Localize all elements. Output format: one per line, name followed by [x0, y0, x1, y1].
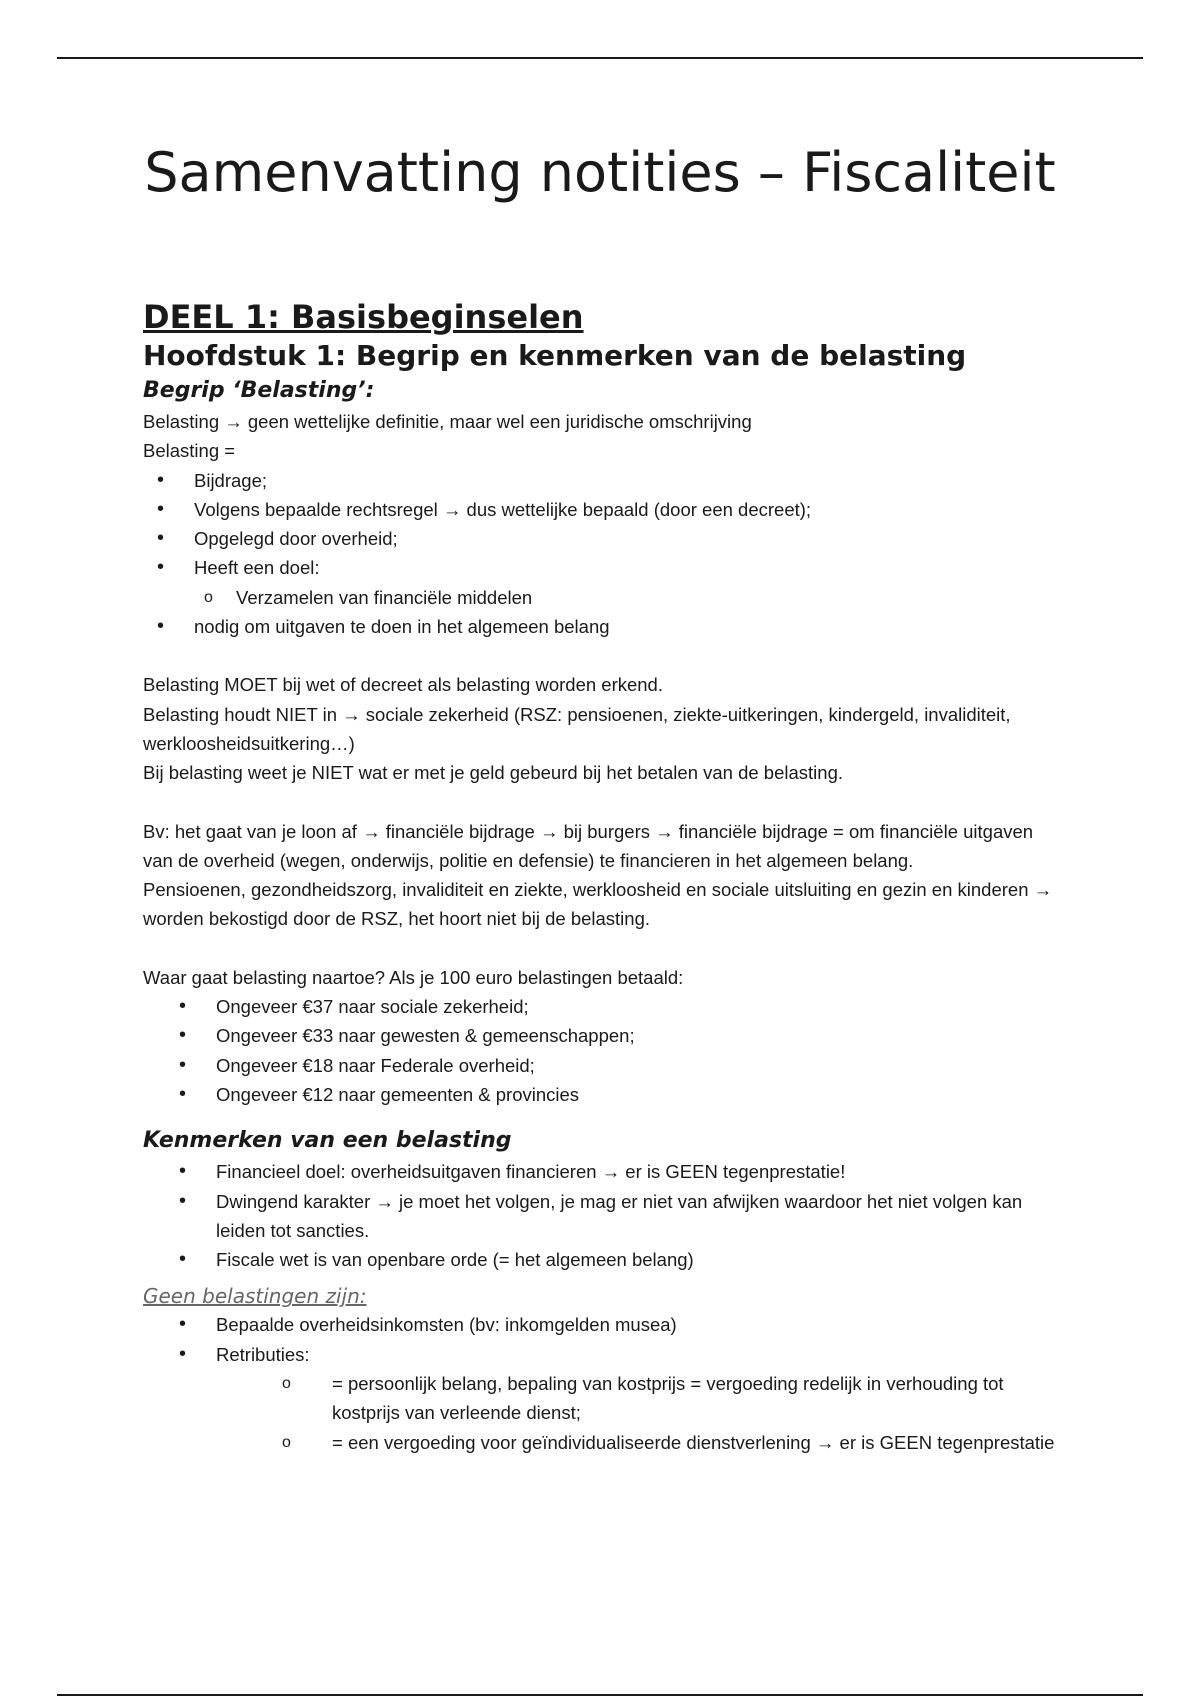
- bullet-list: [143, 612, 1063, 641]
- list-item: • Dwingend karakter → je moet het volgen, je mag er niet van afwijken waardoor het niet volgen kan leiden tot sancties.: [143, 1187, 1063, 1246]
- paragraph: Waar gaat belasting naartoe? Als je 100 euro belastingen betaald:: [143, 966, 684, 988]
- list-item: • Bepaalde overheidsinkomsten (bv: inkomgelden musea): [143, 1310, 1063, 1339]
- paragraph: Bv: het gaat van je loon af → financiële bijdrage → bij burgers → financiële bijdrage = om financiële uitgaven van de overheid (wegen, onderwijs, politie en defensie) te financieren in het algemeen belang.: [143, 820, 1034, 871]
- paragraph: Belasting → geen wettelijke definitie, maar wel een juridische omschrijving: [143, 411, 752, 432]
- bullet-list: [143, 1310, 1063, 1369]
- sub-bullet-list: [143, 1369, 1063, 1457]
- list-item: • Ongeveer €37 naar sociale zekerheid;: [143, 992, 1063, 1021]
- sub-list-item: o Verzamelen van financiële middelen: [194, 583, 1063, 612]
- list-item: • Fiscale wet is van openbare orde (= het algemeen belang): [143, 1245, 1063, 1274]
- document-body: [143, 297, 1063, 1457]
- sub-bullet-list: [143, 583, 1063, 612]
- document-title: Samenvatting notities – Fiscaliteit: [144, 141, 1056, 204]
- paragraph: Belasting houdt NIET in → sociale zekerheid (RSZ: pensioenen, ziekte-uitkeringen, kindergeld, invaliditeit, werkloosheidsuitkering…): [143, 703, 1011, 754]
- list-item: • Volgens bepaalde rechtsregel → dus wettelijke bepaald (door een decreet);: [143, 495, 1063, 524]
- top-rule: [57, 57, 1143, 59]
- list-item: • Retributies:: [143, 1340, 1063, 1369]
- section-heading-kenmerken: Kenmerken van een belasting: [143, 1128, 512, 1154]
- bullet-list: [143, 1157, 1063, 1274]
- list-item: • nodig om uitgaven te doen in het algemeen belang: [143, 612, 1063, 641]
- distribution-list: [143, 992, 1063, 1109]
- part-heading: DEEL 1: Basisbeginselen: [143, 298, 584, 336]
- paragraph: Belasting MOET bij wet of decreet als belasting worden erkend.: [143, 674, 663, 696]
- paragraph: Bij belasting weet je NIET wat er met je geld gebeurd bij het betalen van de belasting.: [143, 762, 844, 784]
- chapter-heading: Hoofdstuk 1: Begrip en kenmerken van de belasting: [143, 339, 967, 372]
- sub-list-item: o = een vergoeding voor geïndividualiseerde dienstverlening → er is GEEN tegenprestatie: [290, 1428, 1063, 1457]
- list-item: • Heeft een doel:: [143, 553, 1063, 582]
- list-item: • Ongeveer €12 naar gemeenten & provincies: [143, 1080, 1063, 1109]
- list-item: • Financieel doel: overheidsuitgaven financieren → er is GEEN tegenprestatie!: [143, 1157, 1063, 1186]
- section-heading-begrip: Begrip ‘Belasting’:: [143, 378, 375, 403]
- paragraph: Pensioenen, gezondheidszorg, invaliditeit en ziekte, werkloosheid en sociale uitsluiting en gezin en kinderen → worden bekostigd door de RSZ, het hoort niet bij de belasting.: [143, 879, 1053, 930]
- bullet-list: [143, 466, 1063, 583]
- list-item: • Ongeveer €33 naar gewesten & gemeenschappen;: [143, 1021, 1063, 1050]
- section-heading-geen: Geen belastingen zijn:: [143, 1284, 367, 1309]
- paragraph: Belasting =: [143, 440, 236, 462]
- list-item: • Ongeveer €18 naar Federale overheid;: [143, 1051, 1063, 1080]
- list-item: • Bijdrage;: [143, 466, 1063, 495]
- list-item: • Opgelegd door overheid;: [143, 524, 1063, 553]
- bottom-rule: [57, 1694, 1143, 1696]
- sub-list-item: o = persoonlijk belang, bepaling van kostprijs = vergoeding redelijk in verhouding tot kostprijs van verleende dienst;: [290, 1369, 1063, 1428]
